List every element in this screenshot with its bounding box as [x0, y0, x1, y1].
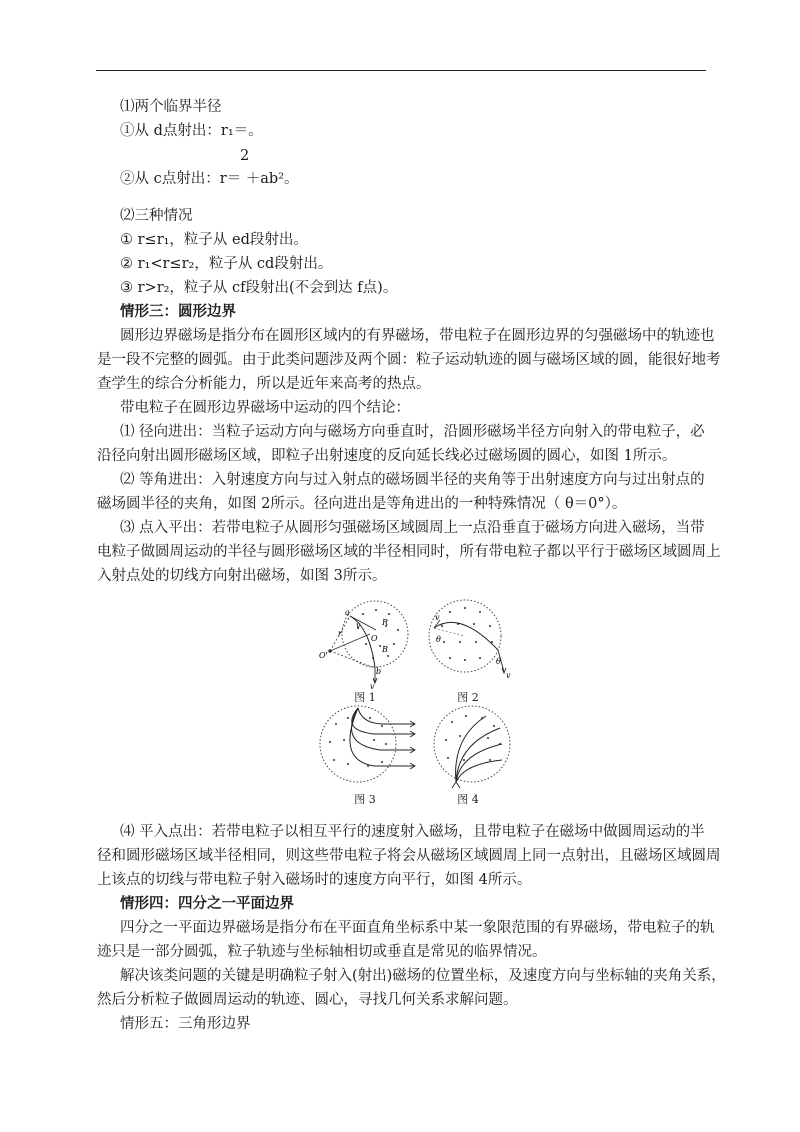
text-line: 电粒子做圆周运动的半径与圆形磁场区域的半径相同时，所有带电粒子都以平行于磁场区域圆周上 — [97, 544, 721, 560]
figure-2-diagram — [420, 598, 520, 690]
text-line: 沿径向射出圆形磁场区域，即粒子出射速度的反向延长线必过磁场圆的圆心，如图 1所示。 — [97, 448, 677, 464]
figure-1-caption: 图 1 — [354, 691, 376, 704]
text-line: 是一段不完整的圆弧。由于此类问题涉及两个圆：粒子运动轨迹的圆与磁场区域的圆，能很好地考 — [97, 352, 721, 368]
text-line: ⑷ 平入点出：若带电粒子以相互平行的速度射入磁场，且带电粒子在磁场中做圆周运动的半 — [120, 824, 705, 840]
fig1-label-v: v — [370, 682, 375, 690]
text-line: ⑴ 径向进出：当粒子运动方向与磁场方向垂直时，沿圆形磁场半径方向射入的带电粒子，必 — [120, 424, 705, 440]
text-line: 然后分析粒子做圆周运动的轨迹、圆心，寻找几何关系求解问题。 — [97, 992, 518, 1008]
text-line: 2 — [240, 148, 250, 164]
text-line: ①从 d点射出：r₁＝。 — [120, 123, 263, 139]
text-line: 查学生的综合分析能力，所以是近年来高考的热点。 — [97, 376, 431, 392]
text-line: 磁场圆半径的夹角，如图 2所示。径向进出是等角进出的一种特殊情况（ θ＝0°）。 — [97, 496, 627, 512]
fig1-label-a: a — [345, 608, 350, 617]
text-line: 四分之一平面边界磁场是指分布在平面直角坐标系中某一象限范围的有界磁场，带电粒子的轨 — [120, 920, 715, 936]
text-line: ③ r>r₂，粒子从 cf段射出(不会到达 f点)。 — [120, 280, 398, 296]
text-line: ② r₁<r≤r₂，粒子从 cd段射出。 — [120, 256, 333, 272]
fig1-label-B: B — [382, 645, 388, 654]
section-heading: 情形三：圆形边界 — [120, 303, 236, 320]
fig2-label-v-in: v — [435, 613, 440, 622]
fig1-label-O-prime: O' — [319, 651, 328, 660]
text-line: 入射点处的切线方向射出磁场，如图 3所示。 — [97, 568, 387, 584]
text-line: 迹只是一部分圆弧，粒子轨迹与坐标轴相切或垂直是常见的临界情况。 — [97, 944, 547, 960]
fig1-label-R: R — [382, 618, 389, 627]
fig1-label-O: O — [371, 634, 378, 643]
section-heading: 情形四：四分之一平面边界 — [120, 895, 294, 912]
figure-3-caption: 图 3 — [354, 793, 376, 806]
text-line: ⑵ 等角进出：入射速度方向与过入射点的磁场圆半径的夹角等于出射速度方向与过出射点的 — [120, 472, 705, 488]
fig2-label-theta-in: θ — [436, 635, 441, 644]
text-line: ⑵三种情况 — [120, 208, 193, 224]
text-line: 上该点的切线与带电粒子射入磁场时的速度方向平行，如图 4所示。 — [97, 872, 532, 888]
text-line: ⑴两个临界半径 — [120, 99, 222, 115]
text-line: ②从 c点射出：r＝ ＋ab²。 — [120, 171, 299, 187]
section-heading: 情形五：三角形边界 — [120, 1016, 251, 1032]
text-line: 解决该类问题的关键是明确粒子射入(射出)磁场的位置坐标，及速度方向与坐标轴的夹角关系， — [120, 968, 726, 984]
text-line: 带电粒子在圆形边界磁场中运动的四个结论： — [120, 400, 410, 416]
text-line: 径和圆形磁场区域半径相同，则这些带电粒子将会从磁场区域圆周上同一点射出，且磁场区域圆周 — [97, 848, 721, 864]
fig1-label-b: b — [376, 667, 382, 676]
fig2-label-theta-out: θ — [496, 657, 501, 666]
fig1-label-v2: v — [356, 621, 361, 630]
fig1-label-r: r — [338, 629, 342, 638]
fig2-label-v-out: v — [506, 671, 511, 680]
figure-4-diagram — [430, 704, 520, 790]
text-line: ⑶ 点入平出：若带电粒子从圆形匀强磁场区域圆周上一点沿垂直于磁场方向进入磁场，当带 — [120, 520, 705, 536]
figure-1-diagram — [318, 598, 418, 690]
figure-4-caption: 图 4 — [457, 793, 479, 806]
text-line: 圆形边界磁场是指分布在圆形区域内的有界磁场，带电粒子在圆形边界的匀强磁场中的轨迹也 — [120, 328, 715, 344]
header-rule — [96, 70, 706, 71]
figure-2-caption: 图 2 — [457, 691, 479, 704]
figure-3-diagram — [318, 704, 428, 790]
text-line: ① r≤r₁，粒子从 ed段射出。 — [120, 232, 308, 248]
